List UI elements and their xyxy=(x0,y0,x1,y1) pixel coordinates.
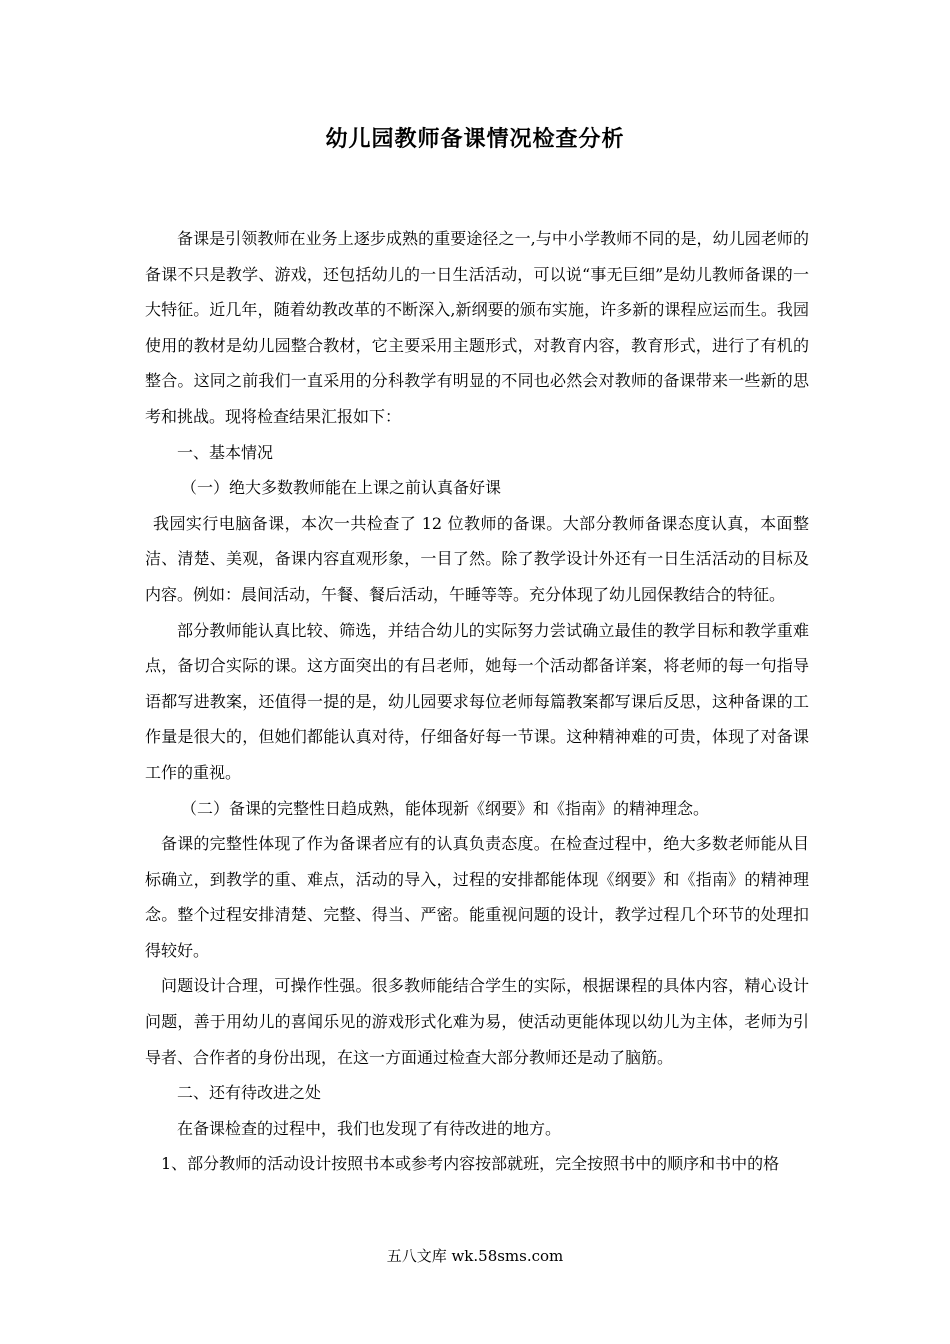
list-item-1: 1、部分教师的活动设计按照书本或参考内容按部就班，完全按照书中的顺序和书中的格 xyxy=(161,1154,780,1174)
section-heading-improve: 二、还有待改进之处 xyxy=(177,1083,322,1103)
paragraph-teacher-example: 部分教师能认真比较、筛选，并结合幼儿的实际努力尝试确立最佳的教学目标和教学重难点，备切合实际的课。这方面突出的有吕老师，她每一个活动都备详案，将老师的每一句指导语都写进教案，还值得一提的是，幼儿园要求每位老师每篇教案都写课后反思，这种备课的工作量是很大的，但她们都能认真对待，仔细备好每一节课。这种精神难的可贵，体现了对备课工作的重视。 xyxy=(145,620,809,782)
footer-watermark: 五八文库 wk.58sms.com xyxy=(386,1247,564,1265)
document-body xyxy=(145,221,809,1182)
subsection-heading-1: （一）绝大多数教师能在上课之前认真备好课 xyxy=(181,478,502,498)
intro-paragraph: 备课是引领教师在业务上逐步成熟的重要途径之一,与中小学教师不同的是，幼儿园老师的备课不只是教学、游戏，还包括幼儿的一日生活活动，可以说“事无巨细”是幼儿教师备课的一大特征。近几年，随着幼教改革的不断深入,新纲要的颁布实施，许多新的课程应运而生。我园使用的教材是幼儿园整合教材，它主要采用主题形式，对教育内容，教育形式，进行了有机的整合。这同之前我们一直采用的分科教学有明显的不同也必然会对教师的备课带来一些新的思考和挑战。现将检查结果汇报如下： xyxy=(145,229,809,426)
document-title: 幼儿园教师备课情况检查分析 xyxy=(325,126,625,152)
paragraph-question-design: 问题设计合理，可操作性强。很多教师能结合学生的实际，根据课程的具体内容，精心设计问题，善于用幼儿的喜闻乐见的游戏形式化难为易，使活动更能体现以幼儿为主体，老师为引导者、合作者的身份出现，在这一方面通过检查大部分教师还是动了脑筋。 xyxy=(145,976,809,1067)
paragraph-improve-intro: 在备课检查的过程中，我们也发现了有待改进的地方。 xyxy=(177,1118,562,1138)
paragraph-completeness: 备课的完整性体现了作为备课者应有的认真负责态度。在检查过程中，绝大多数老师能从目标确立，到教学的重、难点，活动的导入，过程的安排都能体现《纲要》和《指南》的精神理念。整个过程安排清楚、完整、得当、严密。能重视问题的设计，教学过程几个环节的处理扣得较好。 xyxy=(145,834,809,960)
section-heading-basic: 一、基本情况 xyxy=(177,442,274,462)
subsection-heading-2: （二）备课的完整性日趋成熟，能体现新《纲要》和《指南》的精神理念。 xyxy=(181,798,710,818)
paragraph-computer-prep: 我园实行电脑备课，本次一共检查了 12 位教师的备课。大部分教师备课态度认真，本面整洁、清楚、美观，备课内容直观形象，一目了然。除了教学设计外还有一日生活活动的目标及内容。例如：晨间活动，午餐、餐后活动，午睡等等。充分体现了幼儿园保教结合的特征。 xyxy=(145,513,809,604)
